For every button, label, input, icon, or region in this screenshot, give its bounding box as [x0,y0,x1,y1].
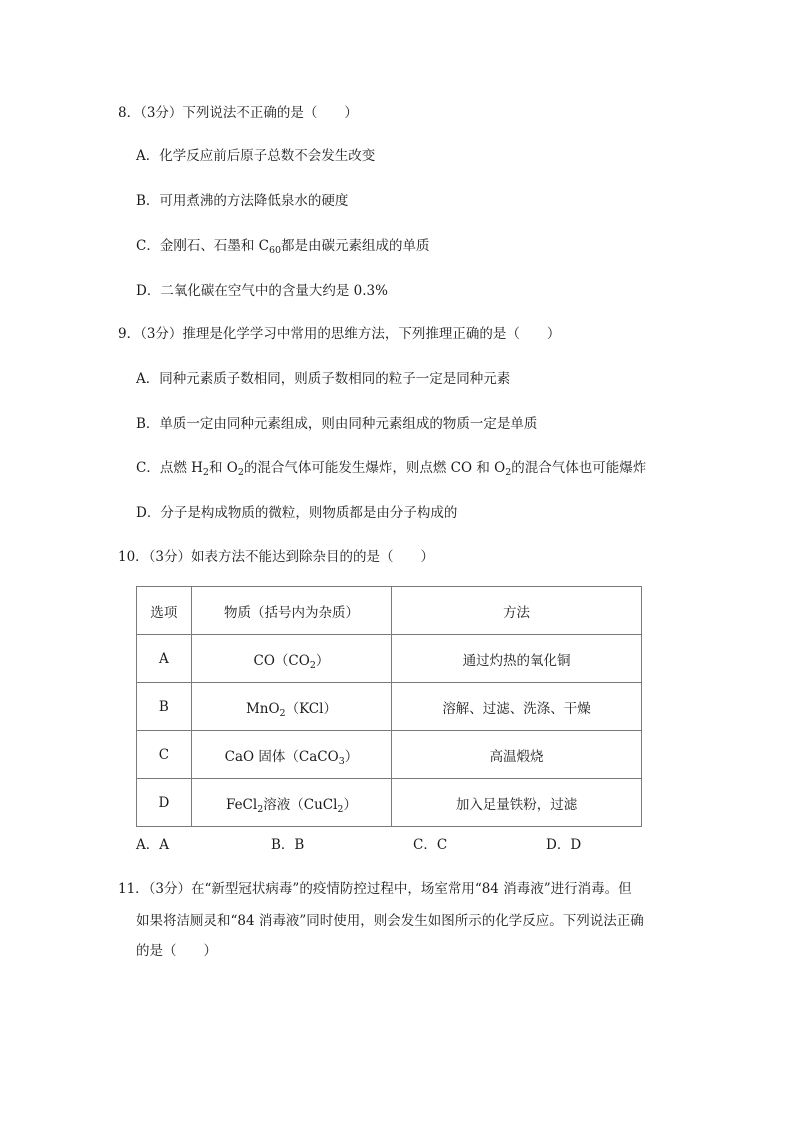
question-11-line-3: 的是（ ） [136,943,217,959]
table-row [137,731,642,779]
question-9-option-a: A．同种元素质子数相同，则质子数相同的粒子一定是同种元素 [136,371,511,387]
question-8-stem: 8．（3分）下列说法不正确的是（ ） [118,105,358,121]
row-substance: MnO$_2$（KCl） [191,683,391,731]
row-method: 通过灼热的氧化铜 [392,635,642,683]
header-substance: 物质（括号内为杂质） [191,587,391,635]
row-method: 溶解、过滤、洗涤、干燥 [392,683,642,731]
header-option: 选项 [137,587,192,635]
question-10-answer-b: B．B [271,837,305,853]
row-method: 加入足量铁粉，过滤 [392,779,642,827]
question-8-option-a: A．化学反应前后原子总数不会发生改变 [136,148,376,164]
table-header-row [137,587,642,635]
row-method: 高温煅烧 [392,731,642,779]
question-10-stem: 10．（3分）如表方法不能达到除杂目的的是（ ） [118,549,435,565]
question-10-answer-a: A．A [136,837,169,853]
purification-table [136,586,642,827]
question-9-stem: 9．（3分）推理是化学学习中常用的思维方法，下列推理正确的是（ ） [118,326,561,342]
question-9-option-c: C．点燃 $H_2$和 $O_2$的混合气体可能发生爆炸，则点燃 CO 和 $O_2$的混合气体也可能爆炸 [136,460,647,478]
question-9-option-b: B．单质一定由同种元素组成，则由同种元素组成的物质一定是单质 [136,416,538,432]
row-substance: FeCl$_2$溶液（CuCl$_2$） [191,779,391,827]
table-row [137,635,642,683]
question-8-option-d: D．二氧化碳在空气中的含量大约是 0.3% [136,283,388,299]
question-10-answer-c: C．C [413,837,448,853]
table-row [137,683,642,731]
row-key: B [137,683,192,731]
question-9-option-d: D．分子是构成物质的微粒，则物质都是由分子构成的 [136,505,458,521]
table-row [137,779,642,827]
row-substance: CaO 固体（CaCO$_3$） [191,731,391,779]
question-8-option-b: B．可用煮沸的方法降低泉水的硬度 [136,193,349,209]
row-substance: $CO(CO_2)$ [191,635,391,683]
question-11-line-2: 如果将洁厕灵和“84 消毒液”同时使用，则会发生如图所示的化学反应。下列说法正确 [136,913,644,929]
row-key: A [137,635,192,683]
row-key: C [137,731,192,779]
question-8-option-c: C．金刚石、石墨和 $C_{60}$都是由碳元素组成的单质 [136,238,430,256]
row-key: D [137,779,192,827]
question-10-answer-d: D．D [546,837,582,853]
question-11-line-1: 11．（3分）在“新型冠状病毒”的疫情防控过程中，场室常用“84 消毒液”进行消毒。但 [118,881,632,897]
header-method: 方法 [392,587,642,635]
